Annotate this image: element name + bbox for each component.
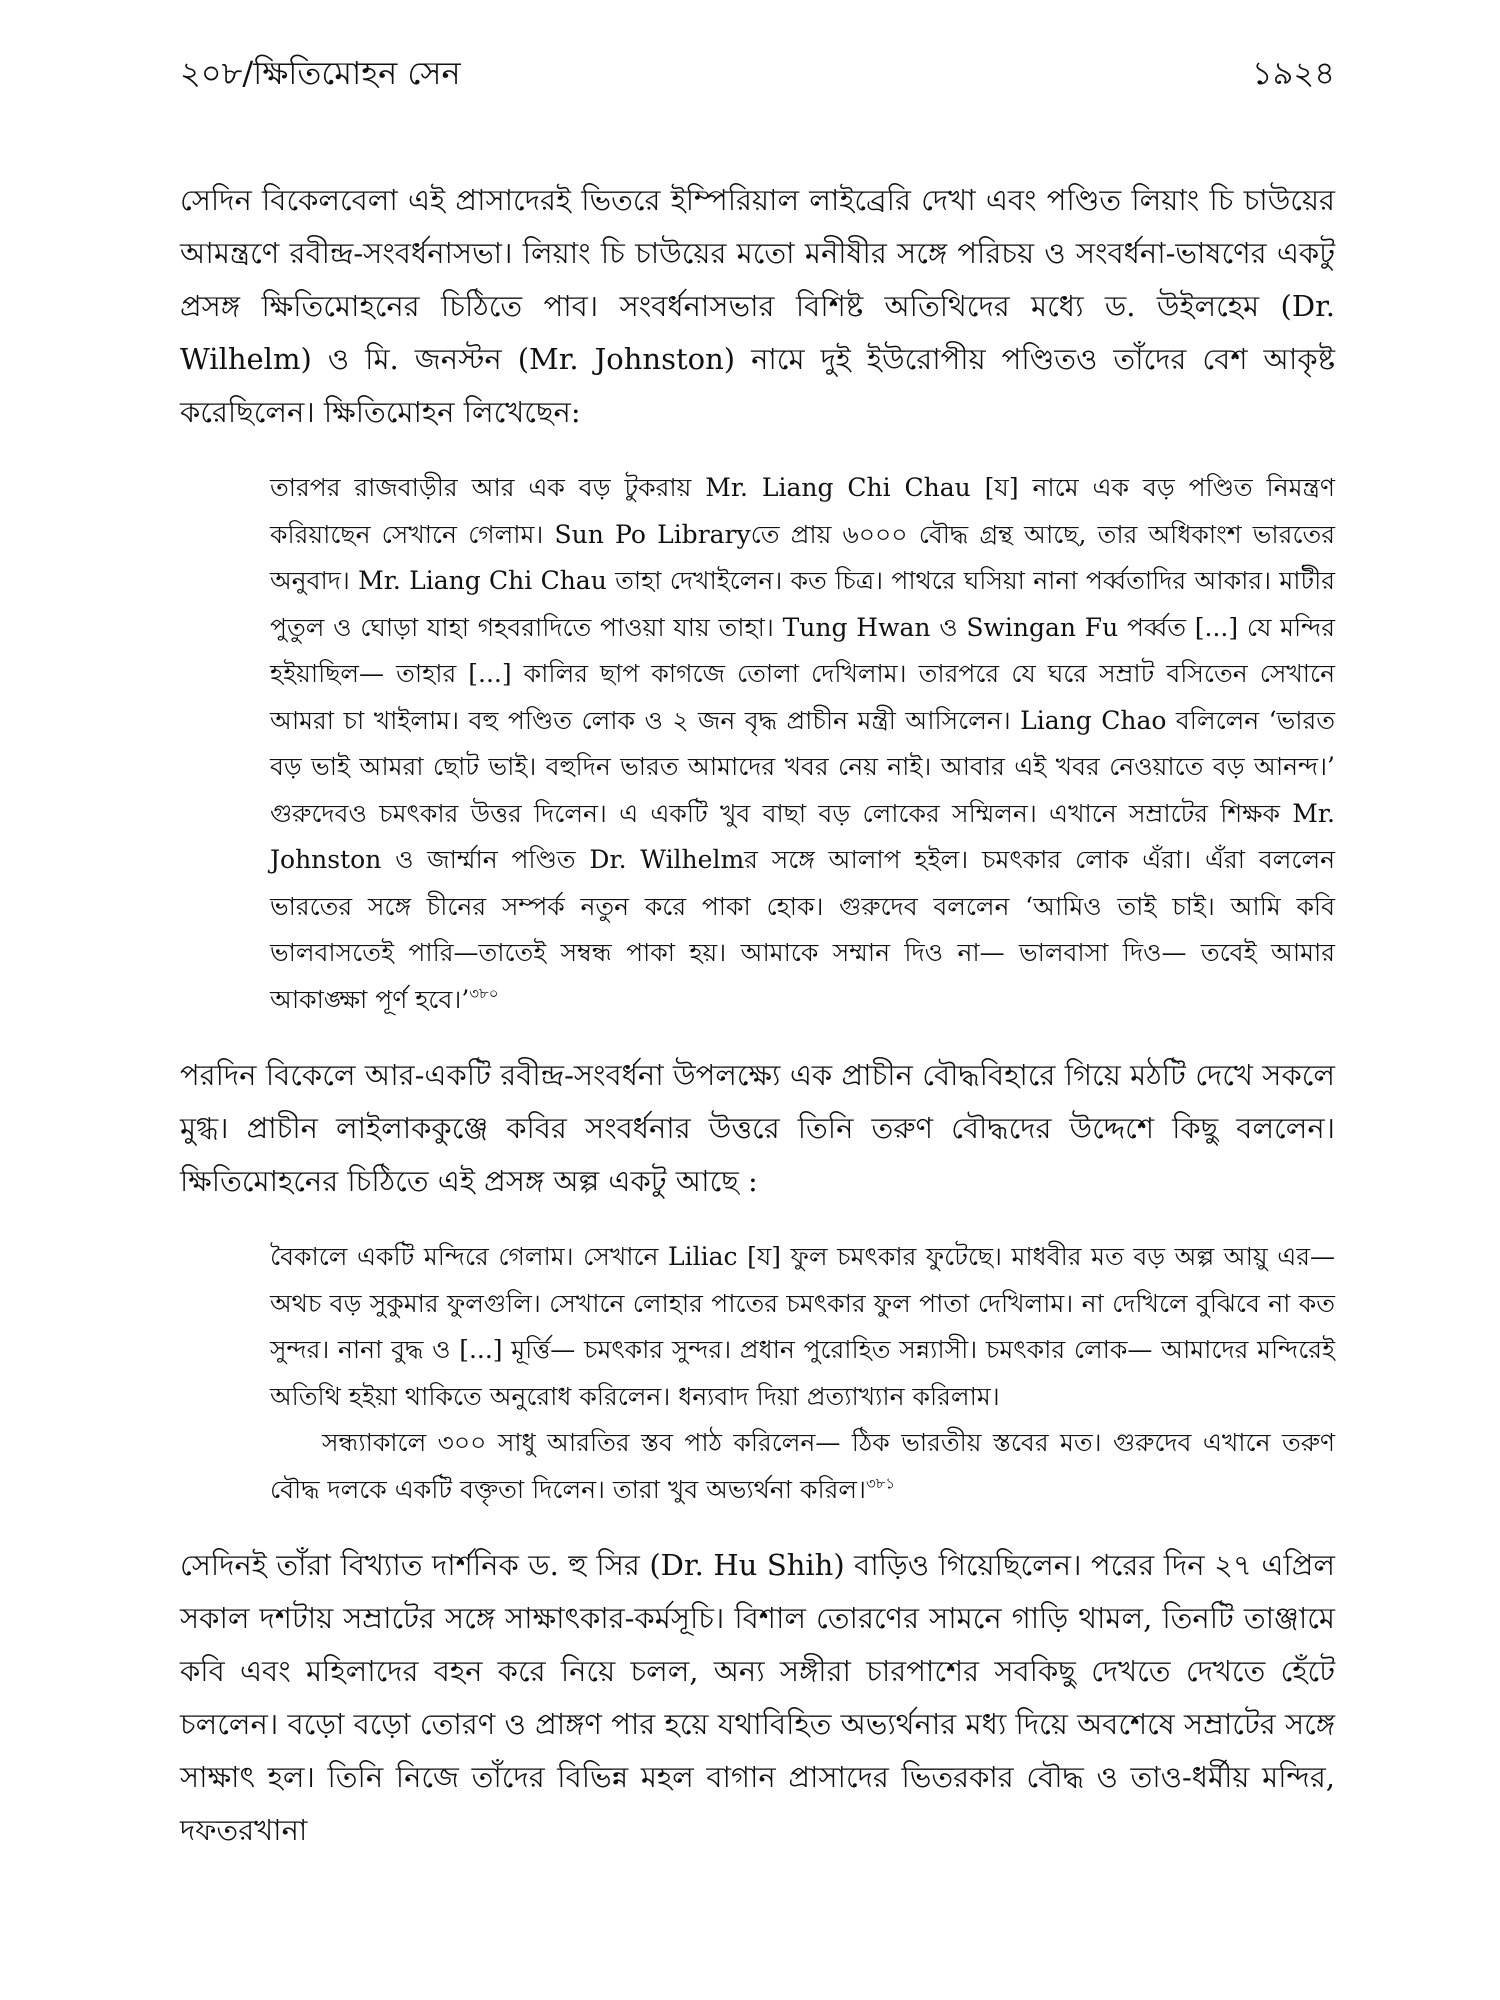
footnote-ref-380: ৩৮০ — [469, 984, 499, 1003]
quote-2-part-a: বৈকালে একটি মন্দিরে গেলাম। সেখানে Liliac [য] ফুল চমৎকার ফুটেছে। মাধবীর মত বড় অল্প আয়ু এর— অথচ বড় সুকুমার ফুলগুলি। সেখানে লোহার পাতের চমৎকার ফুল পাতা দেখিলাম। না দেখিলে বুঝিবে না কত সুন্দর। নানা বুদ্ধ ও [...] মূর্ত্তি— চমৎকার সুন্দর। প্রধান পুরোহিত সন্ন্যাসী। চমৎকার লোক— আমাদের মন্দিরেই অতিথি হইয়া থাকিতে অনুরোধ করিলেন। ধন্যবাদ দিয়া প্রত্যাখ্যান করিলাম। — [270, 1242, 1335, 1411]
paragraph-3: সেদিনই তাঁরা বিখ্যাত দার্শনিক ড. হু সির (Dr. Hu Shih) বাড়িও গিয়েছিলেন। পরের দিন ২৭ এপ্রিল সকাল দশটায় সম্রাটের সঙ্গে সাক্ষাৎকার-কর্মসূচি। বিশাল তোরণের সামনে গাড়ি থামল, তিনটি তাঞ্জামে কবি এবং মহিলাদের বহন করে নিয়ে চলল, অন্য সঙ্গীরা চারপাশের সবকিছু দেখতে দেখতে হেঁটে চললেন। বড়ো বড়ো তোরণ ও প্রাঙ্গণ পার হয়ে যথাবিহিত অভ্যর্থনার মধ্য দিয়ে অবশেষে সম্রাটের সঙ্গে সাক্ষাৎ হল। তিনি নিজে তাঁদের বিভিন্ন মহল বাগান প্রাসাদের ভিতরকার বৌদ্ধ ও তাও-ধর্মীয় মন্দির, দফতরখানা — [180, 1548, 1335, 1847]
header-year: ১৯২৪ — [1251, 54, 1335, 92]
footnote-ref-381: ৩৮১ — [865, 1474, 896, 1493]
block-quote-2 — [270, 1234, 1335, 1513]
quote-1-text: তারপর রাজবাড়ীর আর এক বড় টুকরায় Mr. Liang Chi Chau [য] নামে এক বড় পণ্ডিত নিমন্ত্রণ করিয়াছেন সেখানে গেলাম। Sun Po Libraryতে প্রায় ৬০০০ বৌদ্ধ গ্রন্থ আছে, তার অধিকাংশ ভারতের অনুবাদ। Mr. Liang Chi Chau তাহা দেখাইলেন। কত চিত্র। পাথরে ঘসিয়া নানা পর্ব্বতাদির আকার। মাটীর পুতুল ও ঘোড়া যাহা গহবরাদিতে পাওয়া যায় তাহা। Tung Hwan ও Swingan Fu পর্ব্বত [...] যে মন্দির হইয়াছিল— তাহার [...] কালির ছাপ কাগজে তোলা দেখিলাম। তারপরে যে ঘরে সম্রাট বসিতেন সেখানে আমরা চা খাইলাম। বহু পণ্ডিত লোক ও ২ জন বৃদ্ধ প্রাচীন মন্ত্রী আসিলেন। Liang Chao বলিলেন ‘ভারত বড় ভাই আমরা ছোট ভাই। বহুদিন ভারত আমাদের খবর নেয় নাই। আবার এই খবর নেওয়াতে বড় আনন্দ।’ গুরুদেবও চমৎকার উত্তর দিলেন। এ একটি খুব বাছা বড় লোকের সম্মিলন। এখানে সম্রাটের শিক্ষক Mr. Johnston ও জার্ম্মান পণ্ডিত Dr. Wilhelmর সঙ্গে আলাপ হইল। চমৎকার লোক এঁরা। এঁরা বললেন ভারতের সঙ্গে চীনের সম্পর্ক নতুন করে পাকা হোক। গুরুদেব বললেন ‘আমিও তাই চাই। আমি কবি ভালবাসতেই পারি—তাতেই সম্বন্ধ পাকা হয়। আমাকে সম্মান দিও না— ভালবাসা দিও— তবেই আমার আকাঙ্ক্ষা পূর্ণ হবে।’ — [270, 473, 1335, 1014]
paragraph-2: পরদিন বিকেলে আর-একটি রবীন্দ্র-সংবর্ধনা উপলক্ষ্যে এক প্রাচীন বৌদ্ধবিহারে গিয়ে মঠটি দেখে সকলে মুগ্ধ। প্রাচীন লাইলাককুঞ্জে কবির সংবর্ধনার উত্তরে তিনি তরুণ বৌদ্ধদের উদ্দেশে কিছু বললেন। ক্ষিতিমোহনের চিঠিতে এই প্রসঙ্গ অল্প একটু আছে : — [180, 1058, 1335, 1198]
running-header — [180, 48, 1335, 118]
quote-2-part-b: সন্ধ্যাকালে ৩০০ সাধু আরতির স্তব পাঠ করিলেন— ঠিক ভারতীয় স্তবের মত। গুরুদেব এখানে তরুণ বৌদ্ধ দলকে একটি বক্তৃতা দিলেন। তারা খুব অভ্যর্থনা করিল। — [270, 1428, 1335, 1504]
paragraph-1: সেদিন বিকেলবেলা এই প্রাসাদেরই ভিতরে ইম্পিরিয়াল লাইব্রেরি দেখা এবং পণ্ডিত লিয়াং চি চাউয়ের আমন্ত্রণে রবীন্দ্র-সংবর্ধনাসভা। লিয়াং চি চাউয়ের মতো মনীষীর সঙ্গে পরিচয় ও সংবর্ধনা-ভাষণের একটু প্রসঙ্গ ক্ষিতিমোহনের চিঠিতে পাব। সংবর্ধনাসভার বিশিষ্ট অতিথিদের মধ্যে ড. উইলহেম (Dr. Wilhelm) ও মি. জনস্টন (Mr. Johnston) নামে দুই ইউরোপীয় পণ্ডিতও তাঁদের বেশ আকৃষ্ট করেছিলেন। ক্ষিতিমোহন লিখেছেন: — [180, 183, 1335, 429]
running-title: ২০৮/ক্ষিতিমোহন সেন — [180, 54, 461, 92]
block-quote-1 — [270, 465, 1335, 1023]
